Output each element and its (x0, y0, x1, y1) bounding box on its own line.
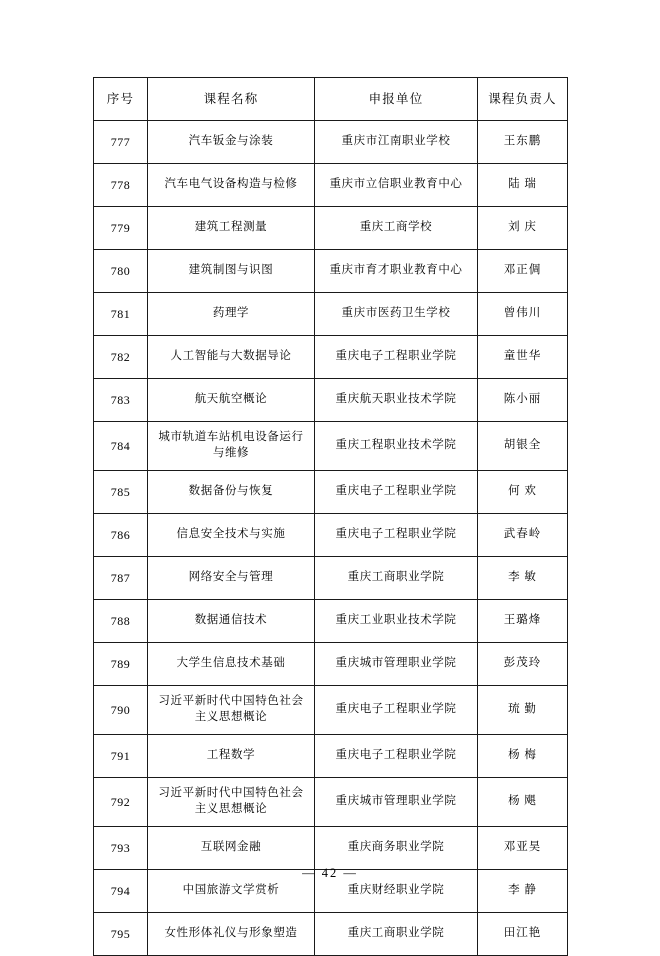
cell-course-name (148, 164, 315, 207)
cell-no: 789 (94, 643, 148, 686)
course-name-text: 习近平新时代中国特色社会主义思想概论 (158, 787, 304, 815)
owner-text: 琉 勤 (508, 703, 537, 716)
cell-unit: 重庆工商职业学院 (315, 913, 478, 956)
owner-text: 胡银全 (503, 439, 542, 452)
table-header-row (94, 78, 568, 121)
course-name-text: 女性形体礼仪与形象塑造 (164, 927, 298, 940)
course-name-text: 建筑工程测量 (194, 221, 268, 234)
column-header-owner: 课程负责人 (478, 78, 568, 121)
cell-owner (478, 379, 568, 422)
cell-no: 790 (94, 686, 148, 735)
cell-owner (478, 643, 568, 686)
table-body (94, 121, 568, 956)
course-name-text: 药理学 (212, 307, 250, 320)
cell-unit: 重庆航天职业技术学院 (315, 379, 478, 422)
cell-owner (478, 422, 568, 471)
cell-no: 781 (94, 293, 148, 336)
owner-text: 何 欢 (508, 485, 537, 498)
cell-owner (478, 207, 568, 250)
cell-unit: 重庆电子工程职业学院 (315, 735, 478, 778)
course-name-text: 互联网金融 (200, 841, 262, 854)
cell-owner (478, 735, 568, 778)
table-row (94, 336, 568, 379)
cell-no: 787 (94, 557, 148, 600)
cell-no: 794 (94, 870, 148, 913)
cell-unit: 重庆电子工程职业学院 (315, 686, 478, 735)
owner-text: 邓正倜 (503, 264, 542, 277)
table-header (94, 78, 568, 121)
owner-text: 田江艳 (503, 927, 542, 940)
cell-owner (478, 514, 568, 557)
table-row (94, 778, 568, 827)
table-row (94, 250, 568, 293)
cell-course-name (148, 643, 315, 686)
cell-course-name (148, 422, 315, 471)
course-name-text: 人工智能与大数据导论 (170, 350, 292, 363)
cell-unit: 重庆工商学校 (315, 207, 478, 250)
course-name-text: 信息安全技术与实施 (176, 528, 286, 541)
owner-text: 邓亚昊 (503, 841, 542, 854)
cell-unit: 重庆工程职业技术学院 (315, 422, 478, 471)
cell-no: 778 (94, 164, 148, 207)
table-row (94, 514, 568, 557)
cell-course-name (148, 827, 315, 870)
owner-text: 王璐烽 (503, 614, 542, 627)
course-name-text: 数据备份与恢复 (188, 485, 274, 498)
cell-course-name (148, 778, 315, 827)
cell-unit: 重庆市育才职业教育中心 (315, 250, 478, 293)
cell-owner (478, 336, 568, 379)
cell-course-name (148, 121, 315, 164)
table-row (94, 913, 568, 956)
cell-course-name (148, 471, 315, 514)
cell-no: 783 (94, 379, 148, 422)
cell-course-name (148, 913, 315, 956)
cell-unit: 重庆市医药卫生学校 (315, 293, 478, 336)
table-row (94, 735, 568, 778)
cell-no: 784 (94, 422, 148, 471)
table-row (94, 557, 568, 600)
cell-no: 792 (94, 778, 148, 827)
course-name-text: 中国旅游文学赏析 (182, 884, 280, 897)
cell-no: 795 (94, 913, 148, 956)
cell-no: 786 (94, 514, 148, 557)
course-name-text: 汽车钣金与涂装 (188, 135, 274, 148)
table-row (94, 643, 568, 686)
owner-text: 陆 瑞 (508, 178, 537, 191)
owner-text: 曾伟川 (503, 307, 542, 320)
cell-course-name (148, 735, 315, 778)
table-row (94, 422, 568, 471)
cell-owner (478, 164, 568, 207)
cell-unit: 重庆电子工程职业学院 (315, 471, 478, 514)
cell-unit: 重庆电子工程职业学院 (315, 336, 478, 379)
course-name-text: 大学生信息技术基础 (176, 657, 286, 670)
table-row (94, 471, 568, 514)
cell-unit: 重庆市立信职业教育中心 (315, 164, 478, 207)
owner-text: 童世华 (503, 350, 542, 363)
cell-unit: 重庆财经职业学院 (315, 870, 478, 913)
column-header-no: 序号 (94, 78, 148, 121)
owner-text: 李 敏 (508, 571, 537, 584)
cell-unit: 重庆市江南职业学校 (315, 121, 478, 164)
cell-course-name (148, 686, 315, 735)
course-table (93, 77, 568, 956)
cell-no: 780 (94, 250, 148, 293)
cell-owner (478, 557, 568, 600)
cell-no: 777 (94, 121, 148, 164)
cell-no: 791 (94, 735, 148, 778)
cell-no: 788 (94, 600, 148, 643)
cell-unit: 重庆工业职业技术学院 (315, 600, 478, 643)
owner-text: 刘 庆 (508, 221, 537, 234)
cell-owner (478, 827, 568, 870)
cell-unit: 重庆商务职业学院 (315, 827, 478, 870)
course-name-text: 汽车电气设备构造与检修 (164, 178, 298, 191)
table-row (94, 686, 568, 735)
column-header-course-name: 课程名称 (148, 78, 315, 121)
owner-text: 彭茂玲 (503, 657, 542, 670)
cell-no: 785 (94, 471, 148, 514)
cell-course-name (148, 600, 315, 643)
table-row (94, 164, 568, 207)
cell-owner (478, 471, 568, 514)
cell-no: 779 (94, 207, 148, 250)
course-name-text: 建筑制图与识图 (188, 264, 274, 277)
owner-text: 李 静 (508, 884, 537, 897)
owner-text: 杨 梅 (508, 749, 537, 762)
owner-text: 陈小丽 (503, 393, 542, 406)
course-name-text: 网络安全与管理 (188, 571, 274, 584)
table-row (94, 827, 568, 870)
cell-owner (478, 686, 568, 735)
table-row (94, 379, 568, 422)
cell-unit: 重庆工商职业学院 (315, 557, 478, 600)
page-number: — 42 — (302, 866, 358, 880)
course-name-text: 工程数学 (206, 749, 256, 762)
cell-owner (478, 293, 568, 336)
cell-unit: 重庆城市管理职业学院 (315, 643, 478, 686)
cell-course-name (148, 379, 315, 422)
owner-text: 武春岭 (503, 528, 542, 541)
cell-unit: 重庆城市管理职业学院 (315, 778, 478, 827)
cell-no: 782 (94, 336, 148, 379)
table-row (94, 207, 568, 250)
course-name-text: 习近平新时代中国特色社会主义思想概论 (158, 695, 304, 723)
cell-no: 793 (94, 827, 148, 870)
course-name-text: 航天航空概论 (194, 393, 268, 406)
cell-owner (478, 778, 568, 827)
course-table-container (93, 77, 567, 956)
cell-course-name (148, 293, 315, 336)
owner-text: 杨 飓 (508, 795, 537, 808)
cell-owner (478, 913, 568, 956)
table-row (94, 293, 568, 336)
cell-course-name (148, 557, 315, 600)
table-row (94, 121, 568, 164)
cell-course-name (148, 207, 315, 250)
column-header-unit: 申报单位 (315, 78, 478, 121)
cell-owner (478, 250, 568, 293)
cell-course-name (148, 514, 315, 557)
table-row (94, 600, 568, 643)
cell-course-name (148, 336, 315, 379)
cell-owner (478, 600, 568, 643)
course-name-text: 城市轨道车站机电设备运行与维修 (158, 431, 304, 459)
owner-text: 王东鹏 (503, 135, 542, 148)
cell-course-name (148, 250, 315, 293)
cell-owner (478, 121, 568, 164)
cell-unit: 重庆电子工程职业学院 (315, 514, 478, 557)
course-name-text: 数据通信技术 (194, 614, 268, 627)
